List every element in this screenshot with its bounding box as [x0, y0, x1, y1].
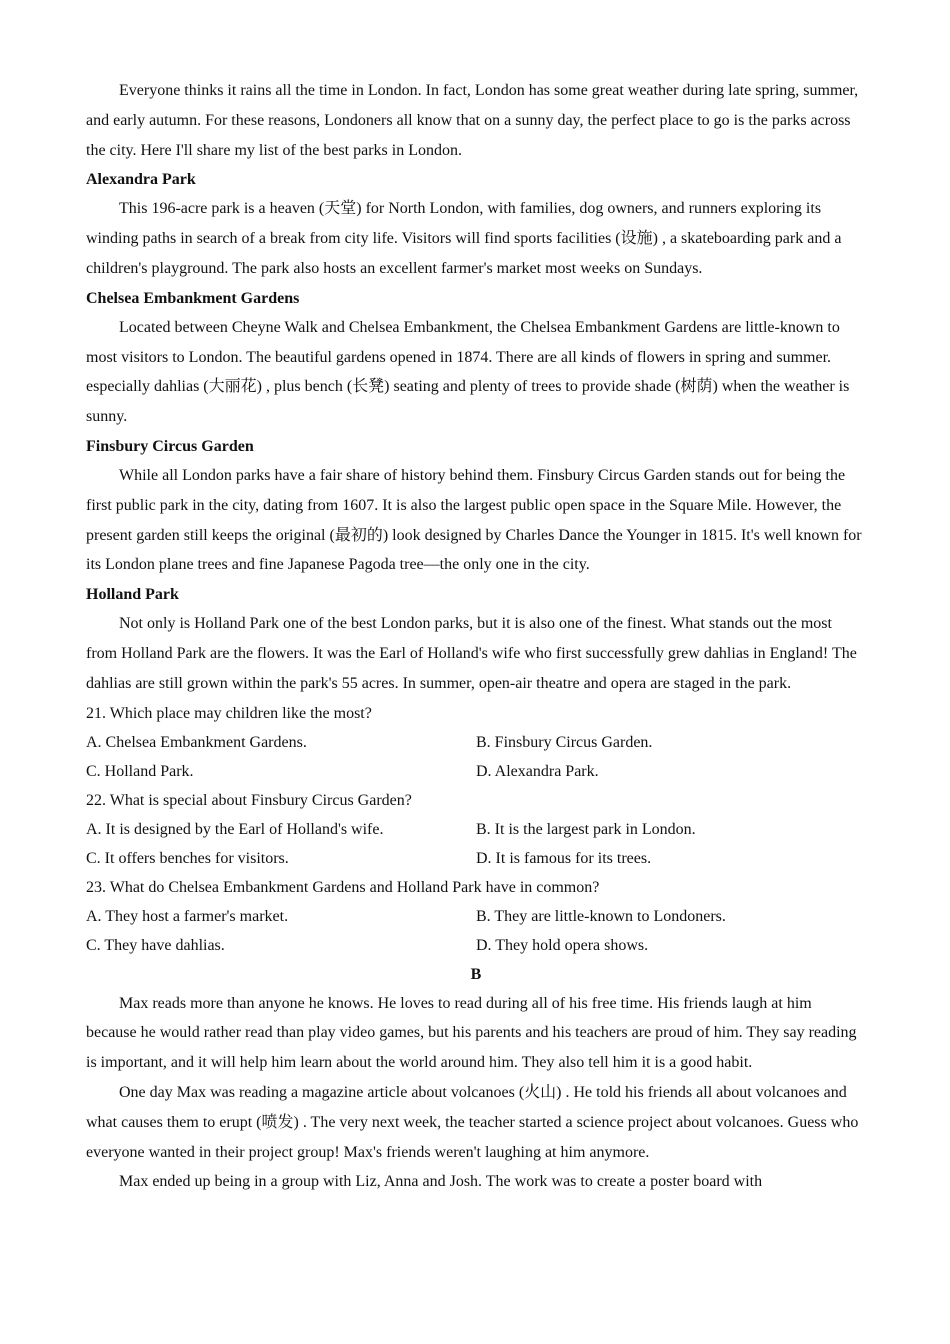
question-21-option-a: A. Chelsea Embankment Gardens.	[86, 733, 307, 751]
question-22-option-c: C. It offers benches for visitors.	[86, 849, 289, 867]
question-23-option-d: D. They hold opera shows.	[476, 936, 649, 954]
section-heading-chelsea-embankment-gardens: Chelsea Embankment Gardens	[86, 289, 300, 307]
section-heading-alexandra-park: Alexandra Park	[86, 171, 196, 189]
question-22-option-b: B. It is the largest park in London.	[476, 820, 696, 838]
question-23-option-b: B. They are little-known to Londoners.	[476, 907, 726, 925]
question-22-options-row-1	[86, 815, 866, 844]
question-21-option-b: B. Finsbury Circus Garden.	[476, 733, 653, 751]
question-21-options-row-1	[86, 728, 866, 757]
section-text-finsbury-circus-garden: While all London parks have a fair share of history behind them. Finsbury Circus Garden stands out for being the first public park in the city, dating from 1607. It is also the largest public open space in the Square Mile. However, the present garden still keeps the original (最初的) look designed by Charles Dance the Younger in 1815. It's well known for its London plane trees and fine Japanese Pagoda tree—the only one in the city.	[86, 466, 862, 574]
question-21-option-c: C. Holland Park.	[86, 762, 194, 780]
question-23-options-row-1	[86, 902, 866, 931]
question-21-option-d: D. Alexandra Park.	[476, 762, 599, 780]
passage-b-label: B	[470, 965, 482, 983]
question-23-stem: 23. What do Chelsea Embankment Gardens and Holland Park have in common?	[86, 878, 600, 896]
section-heading-holland-park: Holland Park	[86, 586, 179, 604]
section-text-holland-park: Not only is Holland Park one of the best London parks, but it is also one of the finest. What stands out the most from Holland Park are the flowers. It was the Earl of Holland's wife who first successfully grew dahlias in England! The dahlias are still grown within the park's 55 acres. In summer, open-air theatre and opera are staged in the park.	[86, 615, 857, 692]
question-22-stem: 22. What is special about Finsbury Circus Garden?	[86, 791, 412, 809]
question-22-option-d: D. It is famous for its trees.	[476, 849, 652, 867]
section-text-chelsea-embankment-gardens: Located between Cheyne Walk and Chelsea Embankment, the Chelsea Embankment Gardens are little-known to most visitors to London. The beautiful gardens opened in 1874. There are all kinds of flowers in spring and summer. especially dahlias (大丽花) , plus bench (长凳) seating and plenty of trees to provide shade (树荫) when the weather is sunny.	[86, 318, 850, 426]
passage-a-intro: Everyone thinks it rains all the time in London. In fact, London has some great weather during late spring, summer, and early autumn. For these reasons, Londoners all know that on a sunny day, the perfect place to go is the parks across the city. Here I'll share my list of the best parks in London.	[86, 82, 859, 159]
passage-b-paragraph-1: Max reads more than anyone he knows. He loves to read during all of his free time. His friends laugh at him because he would rather read than play video games, but his parents and his teachers are proud of him. They say reading is important, and it will help him learn about the world around him. They also tell him it is a good habit.	[86, 994, 857, 1072]
question-21-stem: 21. Which place may children like the most?	[86, 704, 372, 722]
document-page	[86, 76, 866, 1197]
section-heading-finsbury-circus-garden: Finsbury Circus Garden	[86, 437, 254, 455]
section-text-alexandra-park: This 196-acre park is a heaven (天堂) for North London, with families, dog owners, and runners exploring its winding paths in search of a break from city life. Visitors will find sports facilities (设施) , a skateboarding park and a children's playground. The park also hosts an excellent farmer's market most weeks on Sundays.	[86, 200, 842, 277]
question-23-option-c: C. They have dahlias.	[86, 936, 225, 954]
question-22-options-row-2	[86, 844, 866, 873]
passage-b-paragraph-3: Max ended up being in a group with Liz, Anna and Josh. The work was to create a poster board with	[119, 1173, 763, 1191]
passage-b-paragraph-2: One day Max was reading a magazine article about volcanoes (火山) . He told his friends all about volcanoes and what causes them to erupt (喷发) . The very next week, the teacher started a science project about volcanoes. Guess who everyone wanted in their project group! Max's friends weren't laughing at him anymore.	[86, 1083, 859, 1161]
question-22-option-a: A. It is designed by the Earl of Holland's wife.	[86, 820, 384, 838]
question-23-option-a: A. They host a farmer's market.	[86, 907, 289, 925]
question-21-options-row-2	[86, 757, 866, 786]
question-23-options-row-2	[86, 931, 866, 960]
